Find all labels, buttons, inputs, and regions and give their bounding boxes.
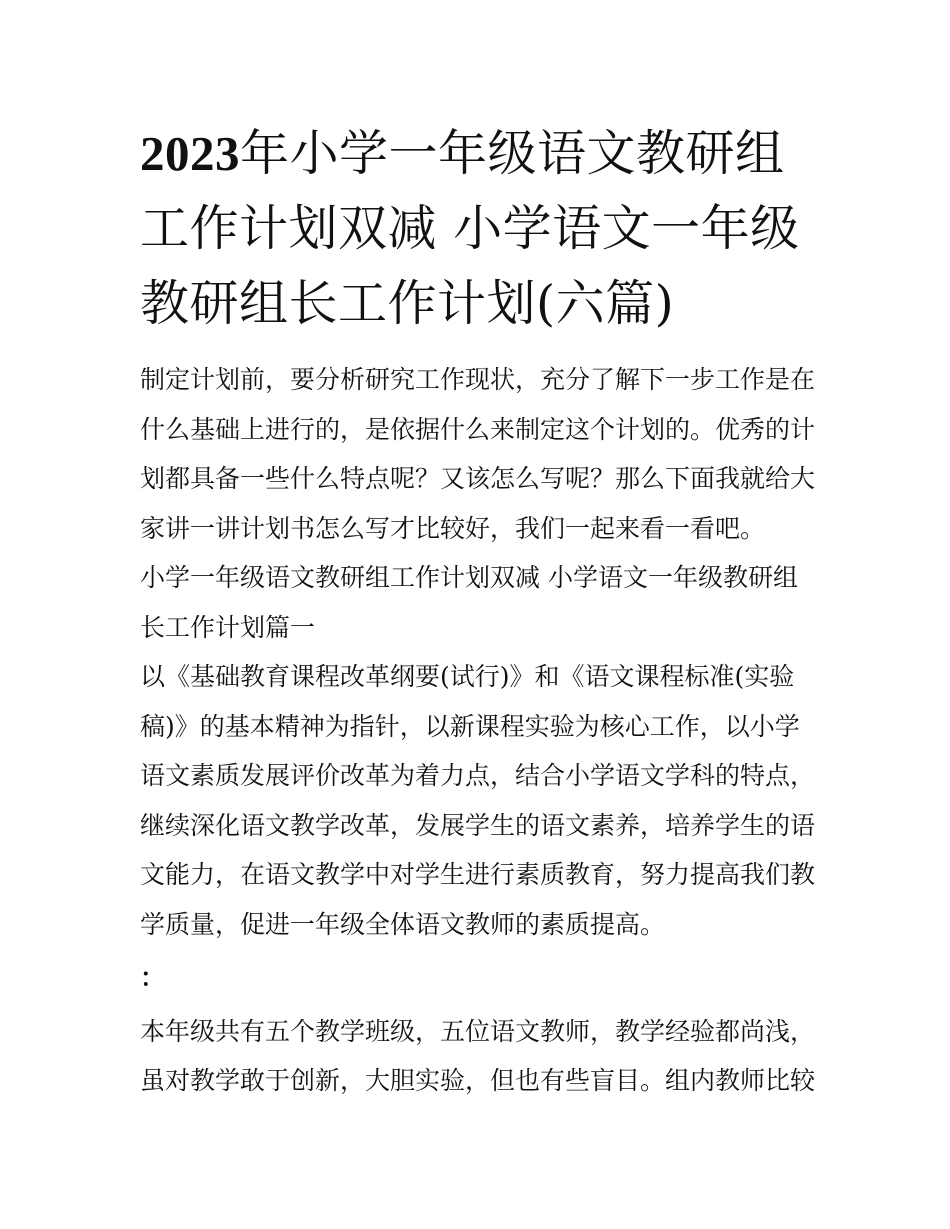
title-line-1: 年小学一年级语文教研组: [240, 125, 785, 182]
intro-line: 家讲一讲计划书怎么写才比较好，我们一起来看一看吧。: [140, 513, 766, 543]
guideline-line: 稿)》的基本精神为指针，以新课程实验为核心工作，以小学: [140, 711, 800, 741]
colon-line: ：: [140, 963, 166, 992]
section-heading: [140, 553, 820, 652]
intro-line: 什么基础上进行的，是依据什么来制定这个计划的。优秀的计: [140, 414, 816, 444]
situation-line: 本年级共有五个教学班级，五位语文教师，教学经验都尚浅，: [140, 1016, 816, 1046]
guideline-line: 语文素质发展评价改革为着力点，结合小学语文学科的特点，: [140, 761, 816, 790]
title-line-3: 教研组长工作计划(六篇): [140, 275, 675, 332]
guideline-line: 以《基础教育课程改革纲要(试行)》和《语文课程标准(实验: [140, 662, 795, 691]
section-heading-line: 小学一年级语文教研组工作计划双减 小学语文一年级教研组: [140, 563, 798, 592]
document-body: [140, 355, 820, 1106]
guideline-paragraph: [140, 652, 820, 949]
guideline-line: 文能力，在语文教学中对学生进行素质教育，努力提高我们教: [140, 860, 816, 889]
intro-line: 划都具备一些什么特点呢？又该怎么写呢？那么下面我就给大: [140, 464, 816, 493]
intro-paragraph: [140, 355, 820, 553]
title-year: 2023: [140, 126, 240, 181]
intro-line: 制定计划前，要分析研究工作现状，充分了解下一步工作是在: [140, 365, 816, 394]
section-heading-line: 长工作计划篇一: [140, 612, 316, 642]
situation-paragraph: [140, 1007, 820, 1106]
situation-line: 虽对教学敢于创新，大胆实验，但也有些盲目。组内教师比较: [140, 1066, 816, 1095]
guideline-line: 继续深化语文教学改革，发展学生的语文素养，培养学生的语: [140, 810, 816, 840]
title-line-2: 工作计划双减 小学语文一年级: [140, 200, 800, 257]
document-title: [140, 116, 820, 341]
guideline-line: 学质量，促进一年级全体语文教师的素质提高。: [140, 909, 666, 939]
